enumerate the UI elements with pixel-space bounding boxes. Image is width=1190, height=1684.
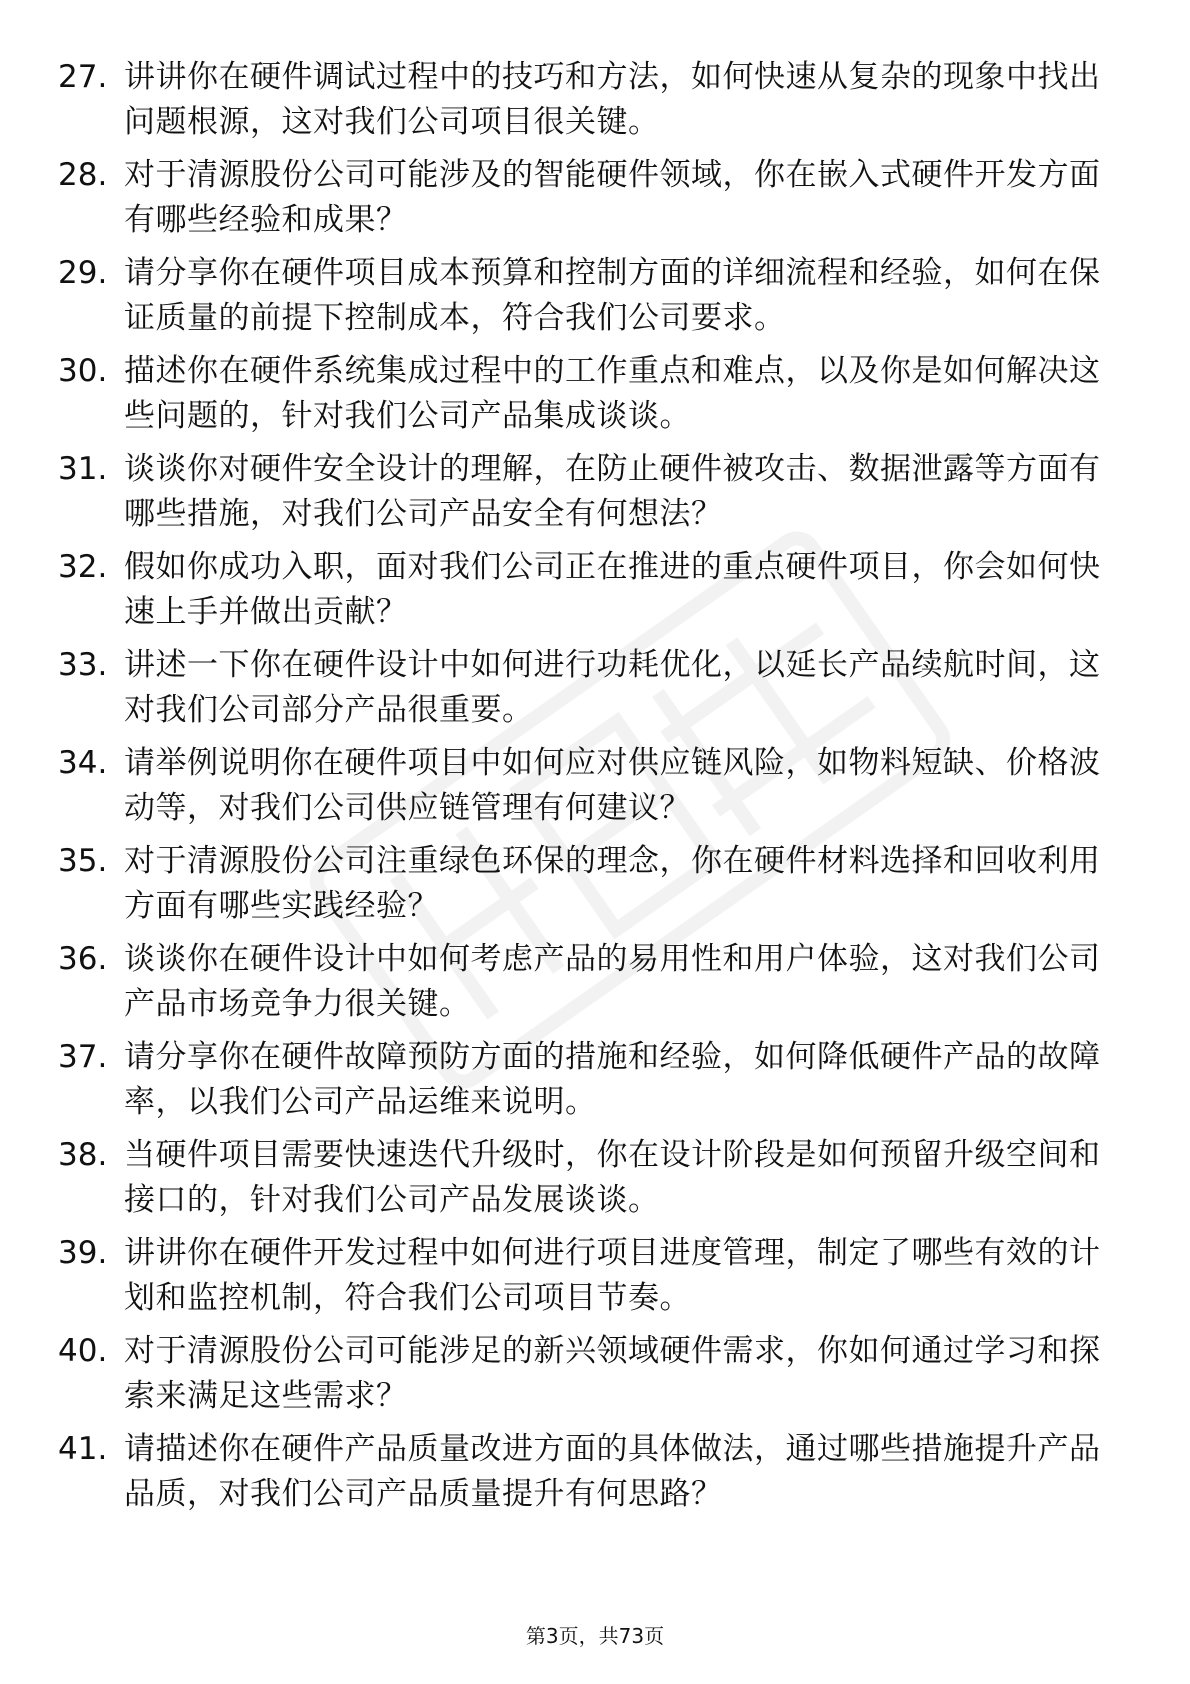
question-number: 29.: [58, 255, 108, 291]
question-item: [58, 1427, 1128, 1525]
question-number: 32.: [58, 549, 108, 585]
question-item: [58, 937, 1128, 1035]
question-text: 讲述一下你在硬件设计中如何进行功耗优化，以延长产品续航时间，这对我们公司部分产品很重要。: [124, 647, 1101, 728]
question-number: 37.: [58, 1039, 108, 1075]
question-text: 描述你在硬件系统集成过程中的工作重点和难点，以及你是如何解决这些问题的，针对我们公司产品集成谈谈。: [124, 353, 1101, 434]
question-item: [58, 1329, 1128, 1427]
question-text: 当硬件项目需要快速迭代升级时，你在设计阶段是如何预留升级空间和接口的，针对我们公司产品发展谈谈。: [124, 1137, 1101, 1218]
question-number: 35.: [58, 843, 108, 879]
question-number: 38.: [58, 1137, 108, 1173]
question-number: 27.: [58, 59, 108, 95]
question-text: 谈谈你对硬件安全设计的理解，在防止硬件被攻击、数据泄露等方面有哪些措施，对我们公司产品安全有何想法？: [124, 451, 1101, 532]
question-text: 请分享你在硬件故障预防方面的措施和经验，如何降低硬件产品的故障率，以我们公司产品运维来说明。: [124, 1039, 1101, 1120]
question-item: [58, 1133, 1128, 1231]
question-text: 对于清源股份公司可能涉足的新兴领域硬件需求，你如何通过学习和探索来满足这些需求？: [124, 1333, 1101, 1414]
question-number: 39.: [58, 1235, 108, 1271]
question-number: 34.: [58, 745, 108, 781]
question-item: [58, 349, 1128, 447]
question-item: [58, 1035, 1128, 1133]
question-text: 谈谈你在硬件设计中如何考虑产品的易用性和用户体验，这对我们公司产品市场竞争力很关键。: [124, 941, 1101, 1022]
question-item: [58, 1231, 1128, 1329]
question-text: 请举例说明你在硬件项目中如何应对供应链风险，如物料短缺、价格波动等，对我们公司供应链管理有何建议？: [124, 745, 1101, 826]
question-text: 对于清源股份公司可能涉及的智能硬件领域，你在嵌入式硬件开发方面有哪些经验和成果？: [124, 157, 1101, 238]
question-number: 30.: [58, 353, 108, 389]
question-text: 请描述你在硬件产品质量改进方面的具体做法，通过哪些措施提升产品品质，对我们公司产品质量提升有何思路？: [124, 1431, 1101, 1512]
question-text: 假如你成功入职，面对我们公司正在推进的重点硬件项目，你会如何快速上手并做出贡献？: [124, 549, 1101, 630]
question-list: [58, 55, 1128, 1525]
page-footer: [0, 1622, 1190, 1650]
question-text: 对于清源股份公司注重绿色环保的理念，你在硬件材料选择和回收利用方面有哪些实践经验？: [124, 843, 1101, 924]
question-text: 讲讲你在硬件调试过程中的技巧和方法，如何快速从复杂的现象中找出问题根源，这对我们公司项目很关键。: [124, 59, 1101, 140]
question-number: 36.: [58, 941, 108, 977]
question-number: 28.: [58, 157, 108, 193]
question-item: [58, 839, 1128, 937]
question-item: [58, 447, 1128, 545]
question-number: 33.: [58, 647, 108, 683]
question-number: 31.: [58, 451, 108, 487]
question-item: [58, 741, 1128, 839]
question-item: [58, 545, 1128, 643]
question-text: 请分享你在硬件项目成本预算和控制方面的详细流程和经验，如何在保证质量的前提下控制成本，符合我们公司要求。: [124, 255, 1101, 336]
question-item: [58, 55, 1128, 153]
page-number-label: 第3页，共73页: [525, 1624, 665, 1648]
question-item: [58, 643, 1128, 741]
question-number: 41.: [58, 1431, 108, 1467]
question-number: 40.: [58, 1333, 108, 1369]
question-item: [58, 251, 1128, 349]
question-text: 讲讲你在硬件开发过程中如何进行项目进度管理，制定了哪些有效的计划和监控机制，符合我们公司项目节奏。: [124, 1235, 1101, 1316]
question-item: [58, 153, 1128, 251]
